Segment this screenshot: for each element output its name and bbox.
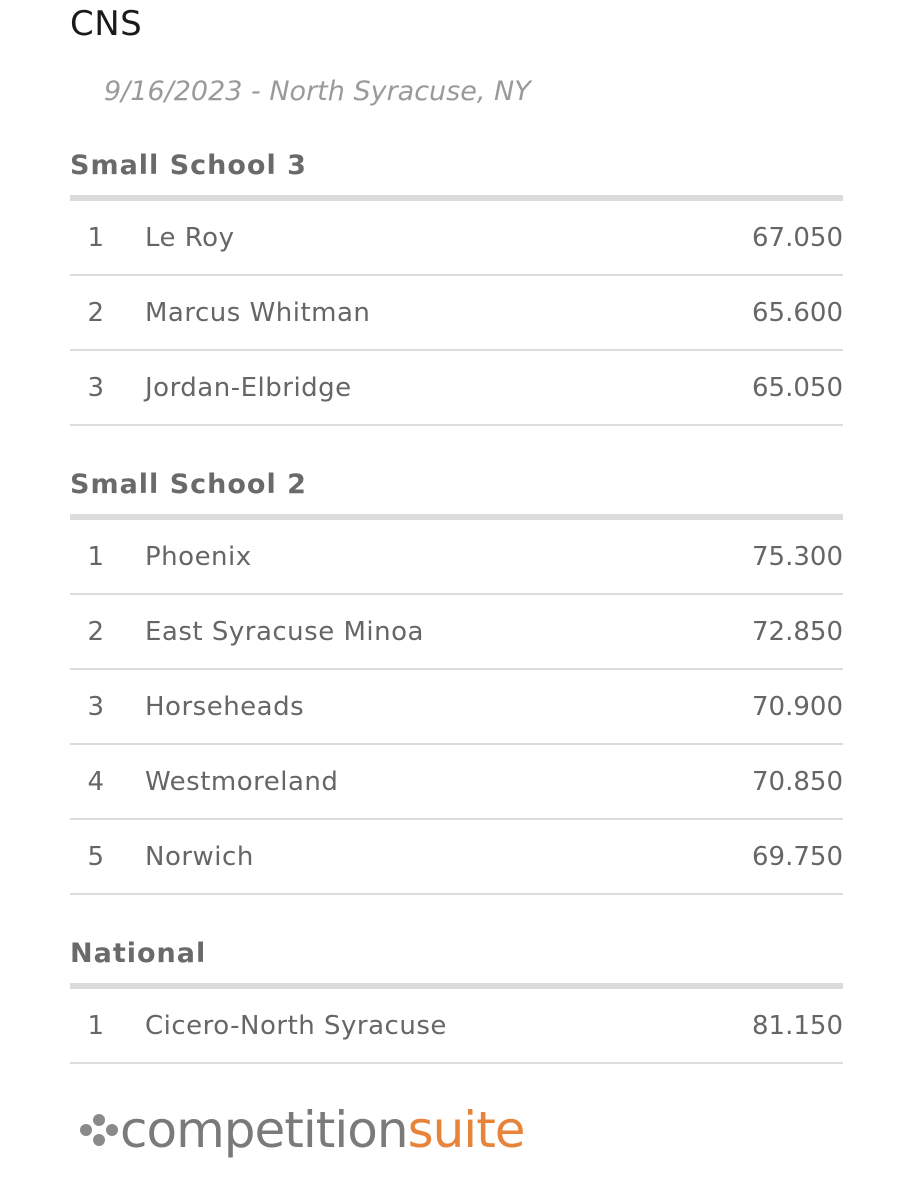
result-row [70,989,843,1064]
result-name: Horseheads [145,691,305,722]
competition-suite-logo [80,1100,525,1160]
result-score: 72.850 [752,616,843,647]
result-row [70,351,843,426]
result-place: 3 [87,372,104,403]
result-place: 2 [87,297,104,328]
result-score: 70.850 [752,766,843,797]
result-row [70,670,843,745]
result-score: 75.300 [752,541,843,572]
division-national [70,933,843,1064]
result-name: East Syracuse Minoa [145,616,424,647]
division-heading: National [70,933,843,989]
result-row [70,276,843,351]
result-row [70,201,843,276]
result-name: Jordan-Elbridge [145,372,352,403]
result-name: Phoenix [145,541,252,572]
event-subtitle: 9/16/2023 - North Syracuse, NY [104,76,531,107]
logo-word-accent: suite [407,1101,525,1159]
result-place: 4 [87,766,104,797]
result-row [70,520,843,595]
division-heading: Small School 3 [70,145,843,201]
result-score: 70.900 [752,691,843,722]
result-score: 81.150 [752,1010,843,1041]
result-place: 3 [87,691,104,722]
result-score: 67.050 [752,222,843,253]
result-name: Cicero-North Syracuse [145,1010,447,1041]
result-score: 65.600 [752,297,843,328]
result-name: Le Roy [145,222,235,253]
result-place: 1 [87,541,104,572]
result-place: 1 [87,222,104,253]
result-row [70,820,843,895]
result-name: Marcus Whitman [145,297,371,328]
logo-dots-icon [80,1114,118,1146]
result-name: Norwich [145,841,254,872]
result-score: 69.750 [752,841,843,872]
result-row [70,745,843,820]
result-place: 5 [87,841,104,872]
logo-wordmark [120,1101,525,1159]
result-row [70,595,843,670]
event-title: CNS [70,4,143,44]
division-small-school-3 [70,145,843,426]
divisions-list [70,145,843,1102]
result-place: 1 [87,1010,104,1041]
division-small-school-2 [70,464,843,895]
result-name: Westmoreland [145,766,339,797]
result-score: 65.050 [752,372,843,403]
logo-word-primary: competition [120,1101,408,1159]
result-place: 2 [87,616,104,647]
division-heading: Small School 2 [70,464,843,520]
